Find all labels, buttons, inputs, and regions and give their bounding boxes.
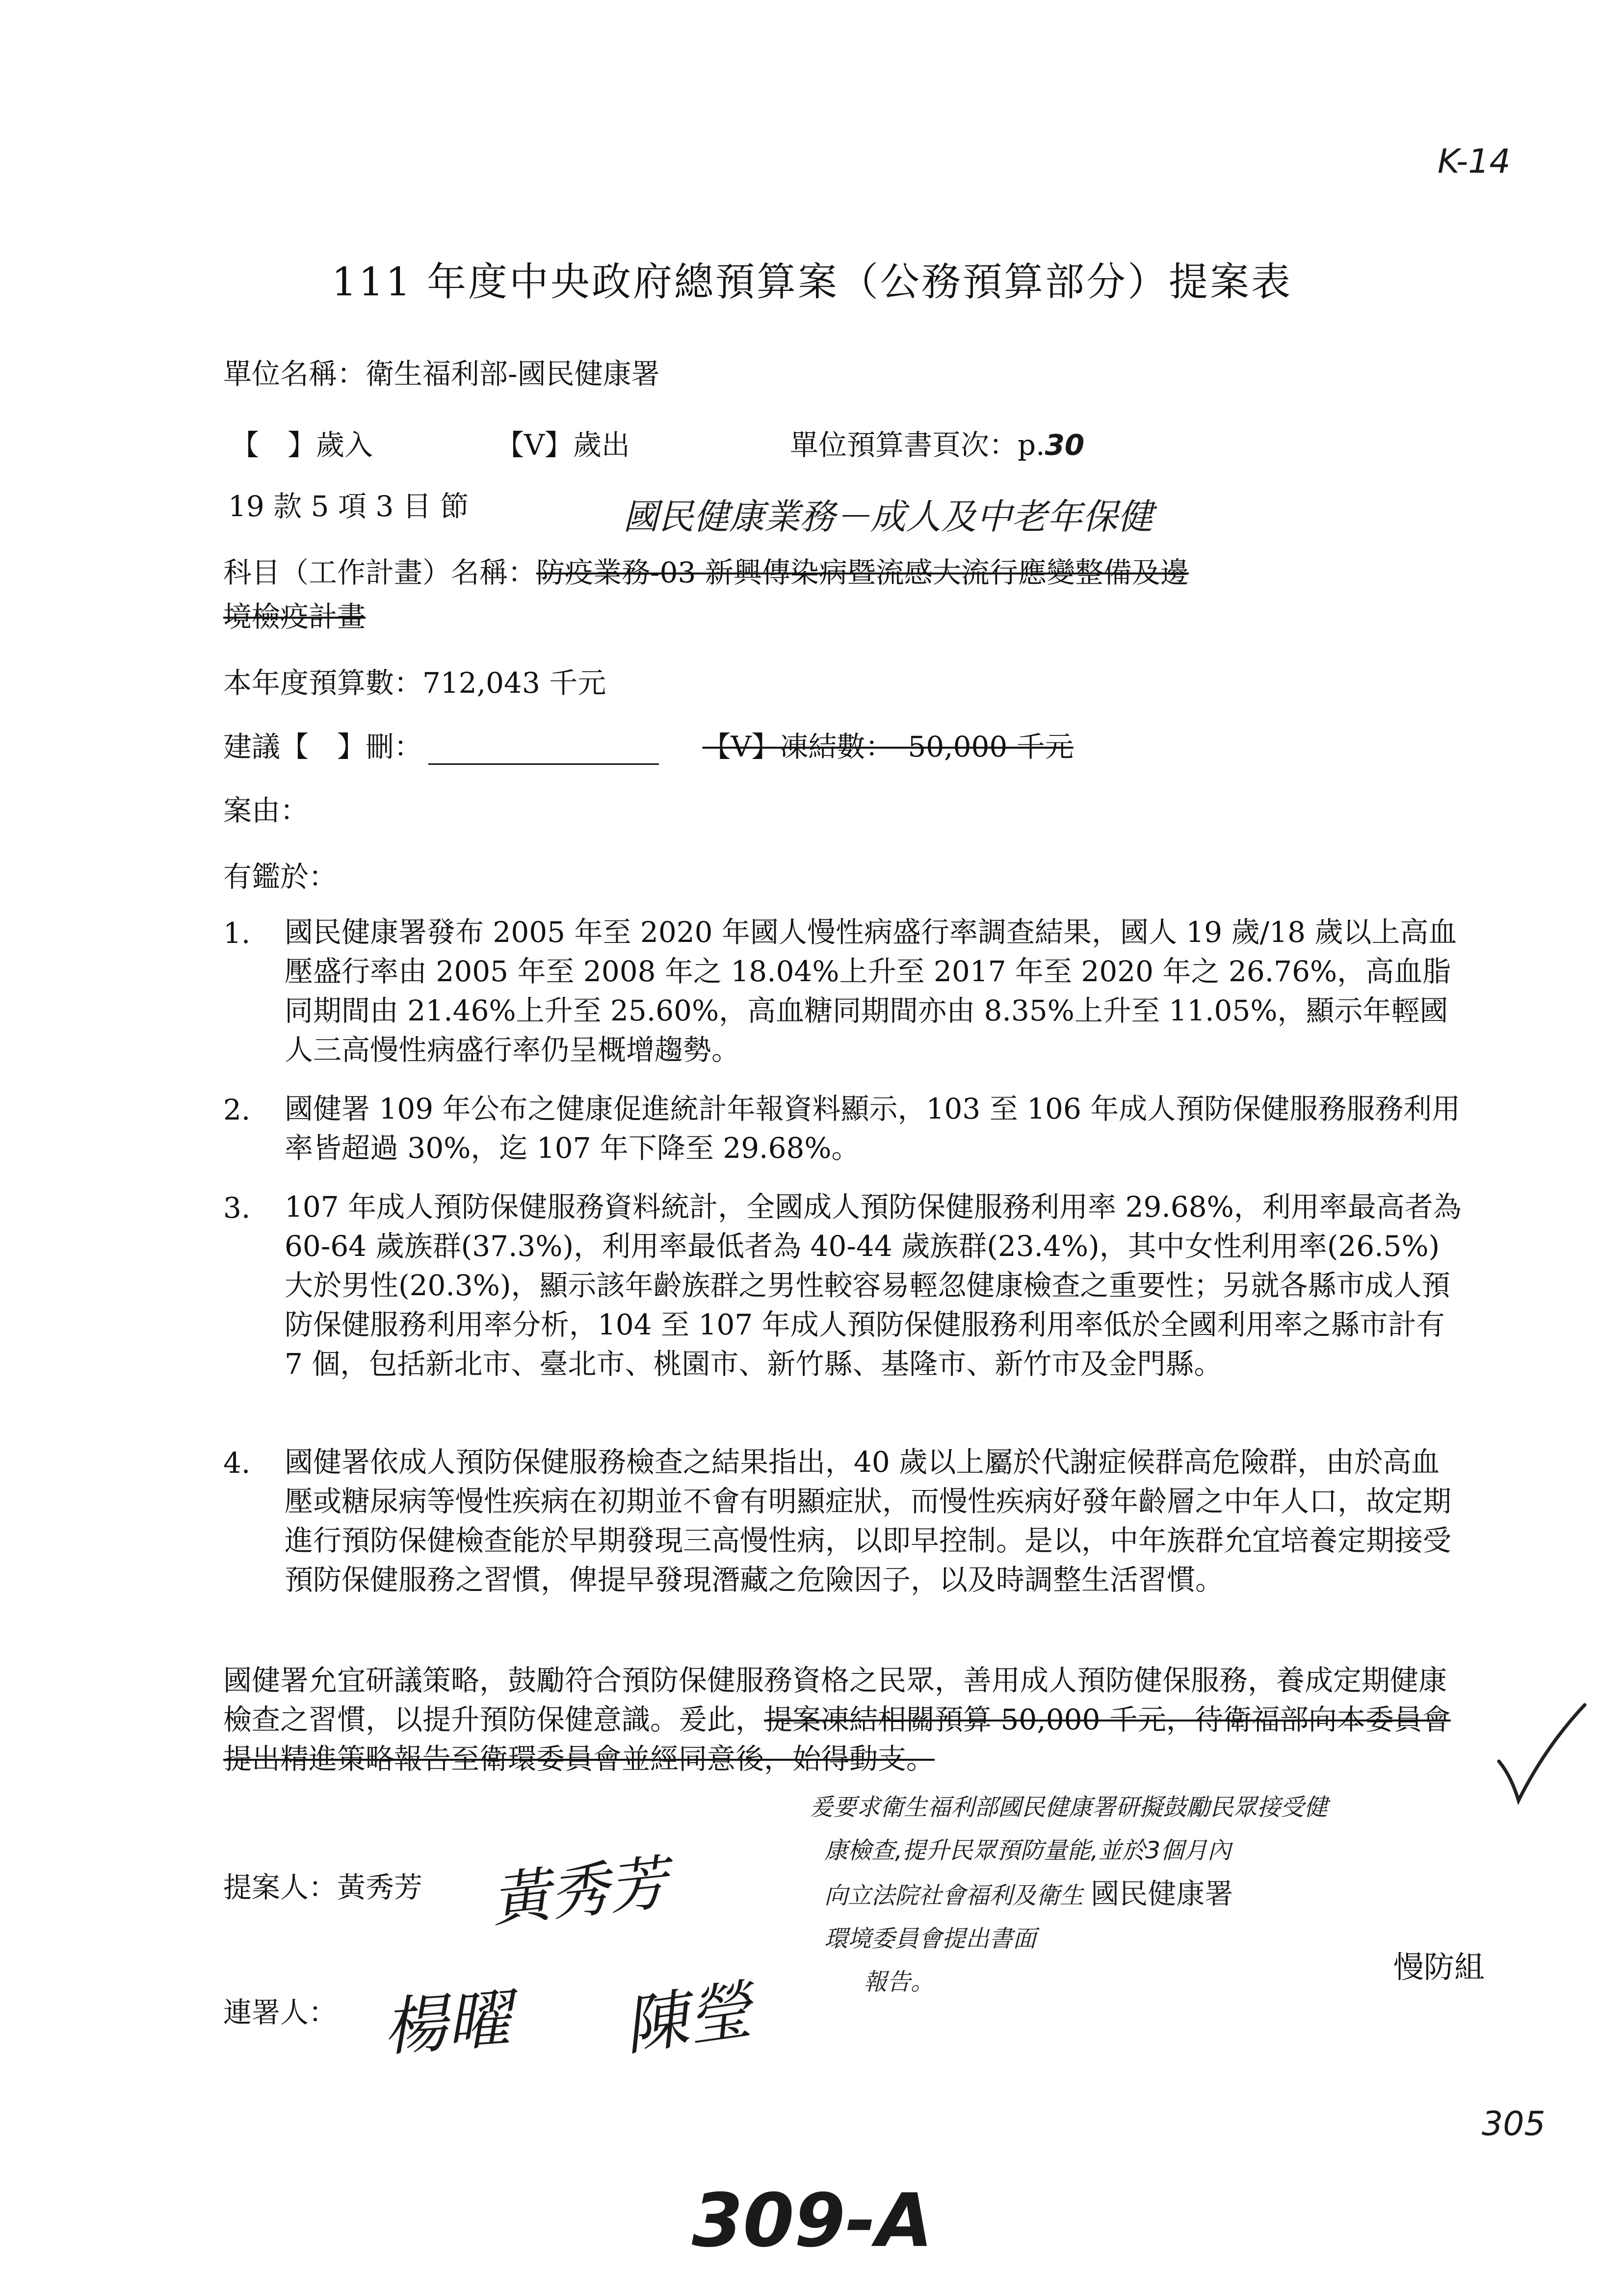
proposal-line	[223, 724, 1074, 765]
freeze-struck: 【V】凍結數： 50,000 千元	[702, 730, 1074, 763]
conclusion-struck: 提案凍結相關預算 50,000 千元，待衛福部向本委員會提出精進策略報告至衛環委員會並經同意後，始得動支。	[223, 1703, 1451, 1775]
note-line: 報告。	[864, 1968, 935, 1996]
page-ref-label: 單位預算書頁次：p.	[790, 428, 1045, 462]
item-text: 國民健康署發布 2005 年至 2020 年國人慢性病盛行率調查結果，國人 19 歲/18 歲以上高血壓盛行率由 2005 年至 2008 年之 18.04%上升至 2017 年至 2020 年之 26.76%，高血脂同期間由 21.46%上升至 25.60%，高血糖同期間亦由 8.35%上升至 11.05%，顯示年輕國人三高慢性病盛行率仍呈概增趨勢。	[285, 915, 1457, 1067]
item-text: 國健署依成人預防保健服務檢查之結果指出，40 歲以上屬於代謝症候群高危險群，由於高血壓或糖尿病等慢性疾病在初期並不會有明顯症狀，而慢性疾病好發年齡層之中年人口，故定期進行預防保健檢查能於早期發現三高慢性病，以即早控制。是以，中年族群允宜培養定期接受預防保健服務之習慣，俾提早發現潛藏之危險因子，以及時調整生活習慣。	[285, 1445, 1452, 1596]
stamp-group: 慢防組	[1393, 1949, 1485, 1985]
subject-struck-2: 境檢疫計畫	[223, 600, 366, 633]
cosigner-signature: 楊曜	[380, 1982, 513, 2065]
section-line: 19 款 5 項 3 目 節	[228, 490, 469, 523]
item-number: 1.	[223, 916, 251, 950]
note-line: 爰要求衛生福利部國民健康署研擬鼓勵民眾接受健	[810, 1794, 1328, 1821]
cosigner-label: 連署人：	[223, 1996, 338, 2029]
conclusion	[223, 1661, 1455, 1778]
page-note: 305	[1482, 2105, 1545, 2143]
expense-checkbox: 【V】歲出	[496, 428, 630, 462]
handwritten-subject: 國民健康業務－成人及中老年保健	[623, 496, 1153, 537]
unit-name: 單位名稱：衛生福利部-國民健康署	[223, 357, 660, 391]
proposer-label: 提案人：黃秀芳	[223, 1871, 423, 1904]
delete-label: 建議【 】刪：	[223, 730, 423, 763]
delete-blank	[428, 740, 659, 765]
subject-label: 科目（工作計畫）名稱：	[223, 556, 537, 589]
corner-mark: K-14	[1438, 142, 1511, 181]
case-label: 案由：	[223, 794, 309, 827]
item-text: 國健署 109 年公布之健康促進統計年報資料顯示，103 至 106 年成人預防保健服務服務利用率皆超過 30%，迄 107 年下降至 29.68%。	[285, 1092, 1461, 1165]
item-number: 4.	[223, 1446, 251, 1480]
item-number: 2.	[223, 1093, 251, 1126]
proposer-signature: 黃秀芳	[488, 1849, 671, 1935]
income-checkbox: 【 】歲入	[231, 428, 373, 462]
budget-amount: 本年度預算數：712,043 千元	[223, 666, 606, 700]
whereas-label: 有鑑於：	[223, 860, 338, 893]
item-text: 107 年成人預防保健服務資料統計，全國成人預防保健服務利用率 29.68%，利用率最高者為 60-64 歲族群(37.3%)，利用率最低者為 40-44 歲族群(23.4%)，其中女性利用率(26.5%)大於男性(20.3%)，顯示該年齡族群之男性較容易輕忽健康檢查之重要性；另就各縣市成人預防保健服務利用率分析，104 至 107 年成人預防保健服務利用率低於全國利用率之縣市計有 7 個，包括新北市、臺北市、桃園市、新竹縣、基隆市、新竹市及金門縣。	[285, 1190, 1462, 1381]
note-line: 環境委員會提出書面	[824, 1925, 1037, 1953]
page-title: 111 年度中央政府總預算案（公務預算部分）提案表	[331, 259, 1293, 305]
bottom-number: 309-A	[692, 2178, 933, 2264]
stamp-unit: 國民健康署	[1091, 1877, 1233, 1910]
handwritten-note	[810, 1786, 1328, 2004]
page-ref-number: 30	[1045, 428, 1085, 462]
conclusion-text: 國健署允宜研議策略，鼓勵符合預防保健服務資格之民眾，善用成人預防健保服務，養成定期健康檢查之習慣，以提升預防保健意識。爰此，	[223, 1664, 1447, 1736]
note-line: 向立法院社會福利及衛生 國民健康署	[824, 1877, 1233, 1910]
cosigner-signature: 陳瑩	[619, 1972, 756, 2064]
check-mark-icon	[1492, 1702, 1590, 1810]
subject-line	[223, 549, 1189, 591]
note-line: 康檢查,提升民眾預防量能,並於3個月內	[824, 1837, 1231, 1864]
page-ref	[790, 422, 1084, 463]
subject-struck-1: 防疫業務-03 新興傳染病暨流感大流行應變整備及邊	[536, 556, 1189, 589]
item-number: 3.	[223, 1191, 251, 1225]
